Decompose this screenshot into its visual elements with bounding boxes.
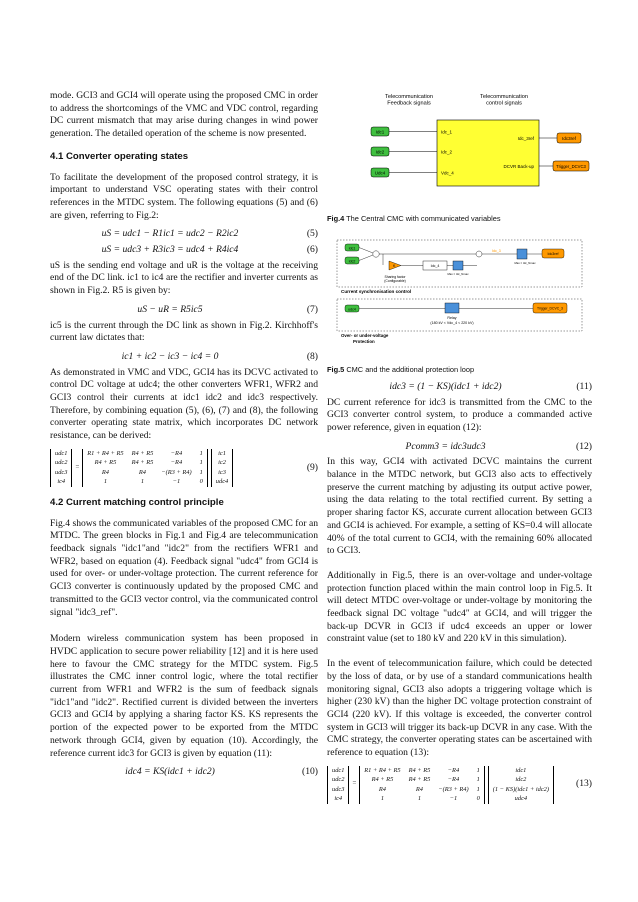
fig5-saturation-block-1 (453, 261, 463, 270)
matrix-coefficients: R1 + R4 + R5 R4 + R5 −R4 1 R4 + R5 R4 + R5 −R4 1 R4 R4 −(R3 + R4) 1 1 1 −1 0 (82, 449, 208, 487)
matrix-rhs: ic1 ic2 ic3 udc4 (211, 449, 233, 487)
svg-text:Udc4: Udc4 (374, 170, 386, 176)
svg-text:Vdc_4: Vdc_4 (441, 170, 454, 176)
svg-text:Idc3ref: Idc3ref (562, 136, 576, 141)
svg-text:Idc1: Idc1 (375, 129, 385, 135)
svg-text:Idc1: Idc1 (348, 246, 356, 251)
fig4-header-left: Telecommunication Feedback signals (385, 94, 433, 107)
equation-6: uS = udc3 + R3ic3 = udc4 + R4ic4 (6) (101, 244, 318, 256)
figure-5-caption: Fig.5 CMC and the additional protection loop (327, 365, 475, 375)
fig5-protection-label: Over- or under-voltage Protection (341, 333, 389, 345)
svg-text:Relay: Relay (447, 316, 457, 321)
paragraph: Fig.4 shows the communicated variables of the proposed CMC for an MTDC. The green blocks in Fig.1 and Fig.4 are telecommunication feedback signals "idc1"and "idc2" from the rectifiers WFR1 and WFR2, based on equation (4). Feedback signal "udc4" from GCI4 is used for over- or under-voltage protection. The current reference for GCI3 converter is continuously updated by the proposed CMC and transmitted to the GCI3 vector control, via the communicated control signal "idc3_ref". (50, 517, 318, 618)
equation-13-matrix: udc1 udc2 udc3 ic4 = R1 + R4 + R5 R4 + R5 −R4 1 R4 + R5 R4 + R5 −R4 1 R4 R4 −(R3 + R4) 1 1 1 −1 0 idc1 idc2 (1 − KS)(idc1 + idc2) udc4 (13) (327, 766, 592, 804)
svg-text:Max = Idc_Nmax: Max = Idc_Nmax (447, 272, 469, 277)
equation-11: idc3 = (1 − KS)(idc1 + idc2) (11) (389, 380, 592, 392)
svg-text:Idc_3ref: Idc_3ref (517, 136, 534, 141)
paragraph: As demonstrated in VMC and VDC, GCI4 has its DCVC activated to control DC voltage at udc4; the other converters WFR1, WFR2 and GCI3 control their currents at idc1 idc2 and idc3 respectively. Therefore, by combining equation (5), (6), (7) and (8), the following converter operating state matrix, which incorporates DC network resistance, can be derived: (50, 366, 318, 442)
paragraph: uS is the sending end voltage and uR is the voltage at the receiving end of the DC link. ic1 to ic4 are the rectifier and inverter currents as shown in Fig.2. R5 is given by: (50, 259, 318, 297)
svg-text:Trigger_DCVC3: Trigger_DCVC3 (556, 164, 586, 169)
paragraph: DC current reference for idc3 is transmitted from the CMC to the GCI3 converter control system, to produce a commanded active power reference, given in equation (12): (327, 396, 592, 433)
svg-text:Idc_2: Idc_2 (441, 149, 453, 155)
fig5-relay-block (445, 303, 459, 313)
svg-text:Idc_4: Idc_4 (430, 264, 440, 269)
section-heading: 4.2 Current matching control principle (50, 496, 224, 508)
equation-9-matrix: udc1 udc2 udc3 ic4 = R1 + R4 + R5 R4 + R5 −R4 1 R4 + R5 R4 + R5 −R4 1 R4 R4 −(R3 + R4) 1 1 1 −1 0 ic1 ic2 ic3 udc4 (9) (50, 449, 318, 487)
equation-10: idc4 = KS(idc1 + idc2) (10) (125, 766, 318, 778)
svg-text:Idc2: Idc2 (348, 259, 356, 264)
equation-5: uS = udc1 − R1ic1 = udc2 − R2ic2 (5) (101, 228, 318, 240)
paragraph: In this way, GCI4 with activated DCVC maintains the current balance in the MTDC network, but GCI3 also acts to effectively preserve the current matching by adjusting its output active power, using the data relating to the total rectified current. By setting a proper sharing factor KS, accurate current allocation between GCI3 and GCI4 is achieved. For example, a setting of KS=0.4 will allocate 40% of the total current to GCI4, with the remaining 60% allocated to GCI3. (327, 456, 592, 557)
fig4-header-right: Telecommunication control signals (480, 94, 528, 107)
paragraph: mode. GCI3 and GCI4 will operate using the proposed CMC in order to address the shortcomings of the VMC and VDC control, regarding DC current mismatch that may arise during changes in wind power generation. The detailed operation of the scheme is now presented. (50, 90, 318, 140)
section-heading: 4.1 Converter operating states (50, 150, 189, 162)
fig5-sharing-label: Sharing factor (Configurable) (384, 275, 406, 284)
matrix-lhs: udc1 udc2 udc3 ic4 (327, 766, 349, 804)
matrix-rhs: idc1 idc2 (1 − KS)(idc1 + idc2) udc4 (488, 766, 554, 804)
svg-text:Current synchronisation contro: Current synchronisation control (341, 289, 412, 295)
left-column (50, 90, 318, 782)
paragraph: Modern wireless communication system has been proposed in HVDC application to secure power reliability [12] and it is here used here to favour the CMC strategy for the MTDC system. Fig.5 illustrates the CMC inner control logic, where the total rectifier current from WFR1 and WFR2 is the sum of feedback signals "idc1"and "idc2". Rectified current is divided between the inverters GCI3 and GCI4 by applying a sharing factor KS. KS represents the portion of the expected power to be exported from the MTDC network through GCI4, given by equation (10). Accordingly, the reference current idc3 for GCI3 is given by equation (11): (50, 633, 318, 759)
equation-8: ic1 + ic2 − ic3 − ic4 = 0 (8) (121, 350, 318, 362)
paragraph: To facilitate the development of the proposed control strategy, it is important to understand VSC operating states with their control references in the MTDC system. The following equations (5) and (6) are given, referring to Fig.2: (50, 171, 318, 221)
equation-12: Pcomm3 = idc3udc3 (12) (405, 440, 592, 452)
fig4-cmc-block (437, 120, 539, 186)
svg-text:Idc_1: Idc_1 (441, 129, 453, 135)
matrix-coefficients: R1 + R4 + R5 R4 + R5 −R4 1 R4 + R5 R4 + R5 −R4 1 R4 R4 −(R3 + R4) 1 1 1 −1 0 (359, 766, 485, 804)
equation-7: uS − uR = R5ic5 (7) (137, 303, 318, 315)
svg-text:(180 kV < Vdc_4 < 220 kV): (180 kV < Vdc_4 < 220 kV) (430, 321, 474, 326)
fig5-subtract-icon (476, 251, 482, 257)
svg-text:udc4: udc4 (348, 307, 356, 312)
svg-text:DCVR Back-up: DCVR Back-up (503, 164, 534, 169)
svg-text:Idc3ref: Idc3ref (547, 252, 559, 257)
fig5-saturation-block-2 (517, 249, 527, 259)
figure-4-caption: Fig.4 The Central CMC with communicated variables (327, 213, 501, 223)
paragraph: In the event of telecommunication failure, which could be detected by the loss of data, or by use of a standard communications health monitoring signal, GCI3 also adopts a triggering voltage which is higher (230 kV) than the higher DC voltage protection constraint of GCI4 (220 kV). If this voltage is exceeded, the converter control system in GCI3 will trigger its back-up DCVR in any case. With the CMC strategy, the converter operating states can be ascertained with reference to equation (13): (327, 658, 592, 759)
svg-text:K: K (393, 264, 396, 269)
paragraph: ic5 is the current through the DC link as shown in Fig.2. Kirchhoff's current law dictates that: (50, 319, 318, 344)
right-column (327, 92, 592, 810)
fig5-sum-icon (373, 251, 379, 257)
paragraph: Additionally in Fig.5, there is an over-voltage and under-voltage protection function placed within the main control loop in Fig.5. It will detect MTDC over-voltage or under-voltage by monitoring the feedback signal DC voltage "udc4" at GCI4, and will trigger the back-up DCVR in GCI3 if udc4 exceeds an upper or lower constraint value (set to 180 kV and 220 kV in this simulation). (327, 569, 592, 645)
svg-text:Max = Idc_Nmax: Max = Idc_Nmax (514, 261, 536, 266)
matrix-lhs: udc1 udc2 udc3 ic4 (50, 449, 72, 487)
figure-4-diagram (327, 92, 592, 204)
svg-text:Idc_3: Idc_3 (492, 249, 501, 254)
svg-text:Trigger_DCVC_3: Trigger_DCVC_3 (537, 306, 563, 311)
figure-5-diagram (327, 237, 592, 355)
svg-text:Idc2: Idc2 (375, 149, 385, 155)
